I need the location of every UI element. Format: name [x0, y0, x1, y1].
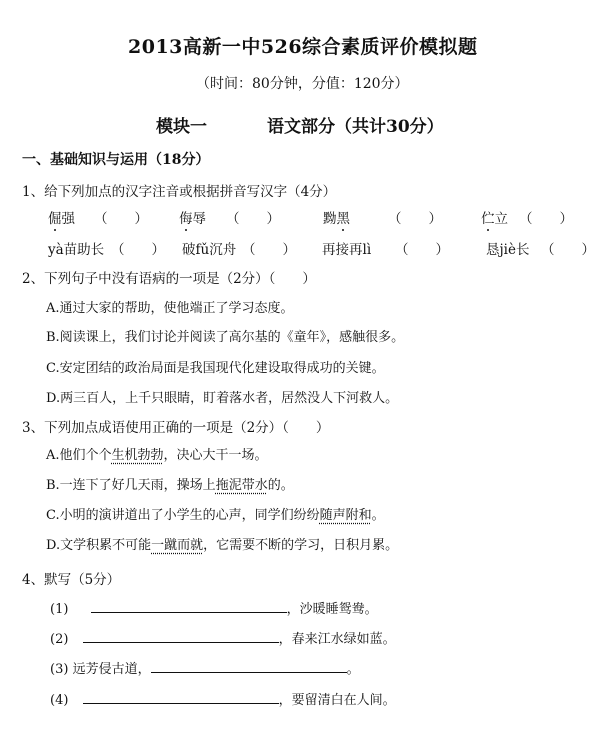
q1-answer-blank[interactable]: （ ）: [541, 242, 595, 258]
emphasis-dot-char: 黑: [336, 211, 350, 227]
q4-item-1: (1) ，沙暖睡鸳鸯。: [50, 602, 378, 617]
dotted-idiom: 生机勃勃: [111, 448, 164, 463]
q1-answer-blank[interactable]: （ ）: [388, 211, 442, 227]
q1-answer-blank[interactable]: （ ）: [111, 242, 165, 258]
q3-option-c[interactable]: C.小明的演讲道出了小学生的心声，同学们纷纷随声附和。: [46, 508, 385, 523]
q1-answer-blank[interactable]: （ ）: [395, 242, 449, 258]
module-label: 模块一: [156, 117, 207, 137]
item-number: (4): [50, 693, 69, 708]
q1-item-6: 破fǔ沉舟: [182, 242, 237, 258]
item-number: (1): [50, 602, 69, 617]
q1-answer-blank[interactable]: （ ）: [226, 211, 280, 227]
q1-answer-blank[interactable]: （ ）: [94, 211, 148, 227]
q1-item-4: 伫立: [481, 211, 508, 227]
question-2-prompt: 2、下列句子中没有语病的一项是（2分）（ ）: [22, 271, 316, 287]
q3-option-b[interactable]: B.一连下了好几天雨，操场上拖泥带水的。: [46, 478, 294, 493]
q1-item-5: yà苗助长: [48, 242, 105, 258]
q2-option-d[interactable]: D.两三百人，上千只眼睛，盯着落水者，居然没人下河救人。: [46, 391, 399, 406]
emphasis-dot-char: 倔: [48, 211, 62, 227]
emphasis-dot-char: 伫: [481, 211, 495, 227]
q4-item-2: (2) ，春来江水绿如蓝。: [50, 632, 396, 647]
q3-option-a[interactable]: A.他们个个生机勃勃，决心大干一场。: [46, 448, 268, 463]
question-3-prompt: 3、下列加点成语使用正确的一项是（2分）（ ）: [22, 420, 330, 436]
q2-option-a[interactable]: A.通过大家的帮助，使他端正了学习态度。: [46, 301, 294, 316]
q1-item-7: 再接再lì: [322, 242, 372, 258]
fill-in-blank[interactable]: [83, 630, 279, 643]
q1-item-2: 侮辱: [179, 211, 206, 227]
q1-item-1: 倔强: [48, 211, 75, 227]
question-1-prompt: 1、给下列加点的汉字注音或根据拼音写汉字（4分）: [22, 184, 337, 200]
fill-in-blank[interactable]: [91, 600, 287, 613]
item-number: (2): [50, 632, 69, 647]
q2-option-b[interactable]: B.阅读课上，我们讨论并阅读了高尔基的《童年》，感触很多。: [46, 330, 405, 345]
fill-in-blank[interactable]: [83, 691, 279, 704]
dotted-idiom: 随声附和: [319, 508, 372, 523]
page-title: 2013高新一中526综合素质评价模拟题: [128, 36, 478, 58]
q3-option-d[interactable]: D.文学积累不可能一蹴而就，它需要不断的学习，日积月累。: [46, 538, 399, 553]
q1-item-3: 黝黑: [323, 211, 350, 227]
dotted-idiom: 一蹴而就: [151, 538, 204, 553]
emphasis-dot-char: 侮: [179, 211, 193, 227]
q1-item-8: 恳jiè长: [486, 242, 530, 258]
item-number: (3): [50, 662, 69, 677]
q2-option-c[interactable]: C.安定团结的政治局面是我国现代化建设取得成功的关键。: [46, 361, 385, 376]
fill-in-blank[interactable]: [151, 660, 347, 673]
q1-answer-blank[interactable]: （ ）: [519, 211, 573, 227]
q4-item-4: (4) ，要留清白在人间。: [50, 693, 396, 708]
module-title: 语文部分（共计30分）: [267, 117, 444, 137]
section-heading: 一、基础知识与运用（18分）: [22, 152, 210, 168]
time-score-info: （时间：80分钟，分值：120分）: [196, 76, 409, 92]
question-4-prompt: 4、默写（5分）: [22, 572, 121, 588]
dotted-idiom: 拖泥带水: [215, 478, 268, 493]
q4-item-3: (3) 远芳侵古道， 。: [50, 662, 360, 677]
q1-answer-blank[interactable]: （ ）: [242, 242, 296, 258]
